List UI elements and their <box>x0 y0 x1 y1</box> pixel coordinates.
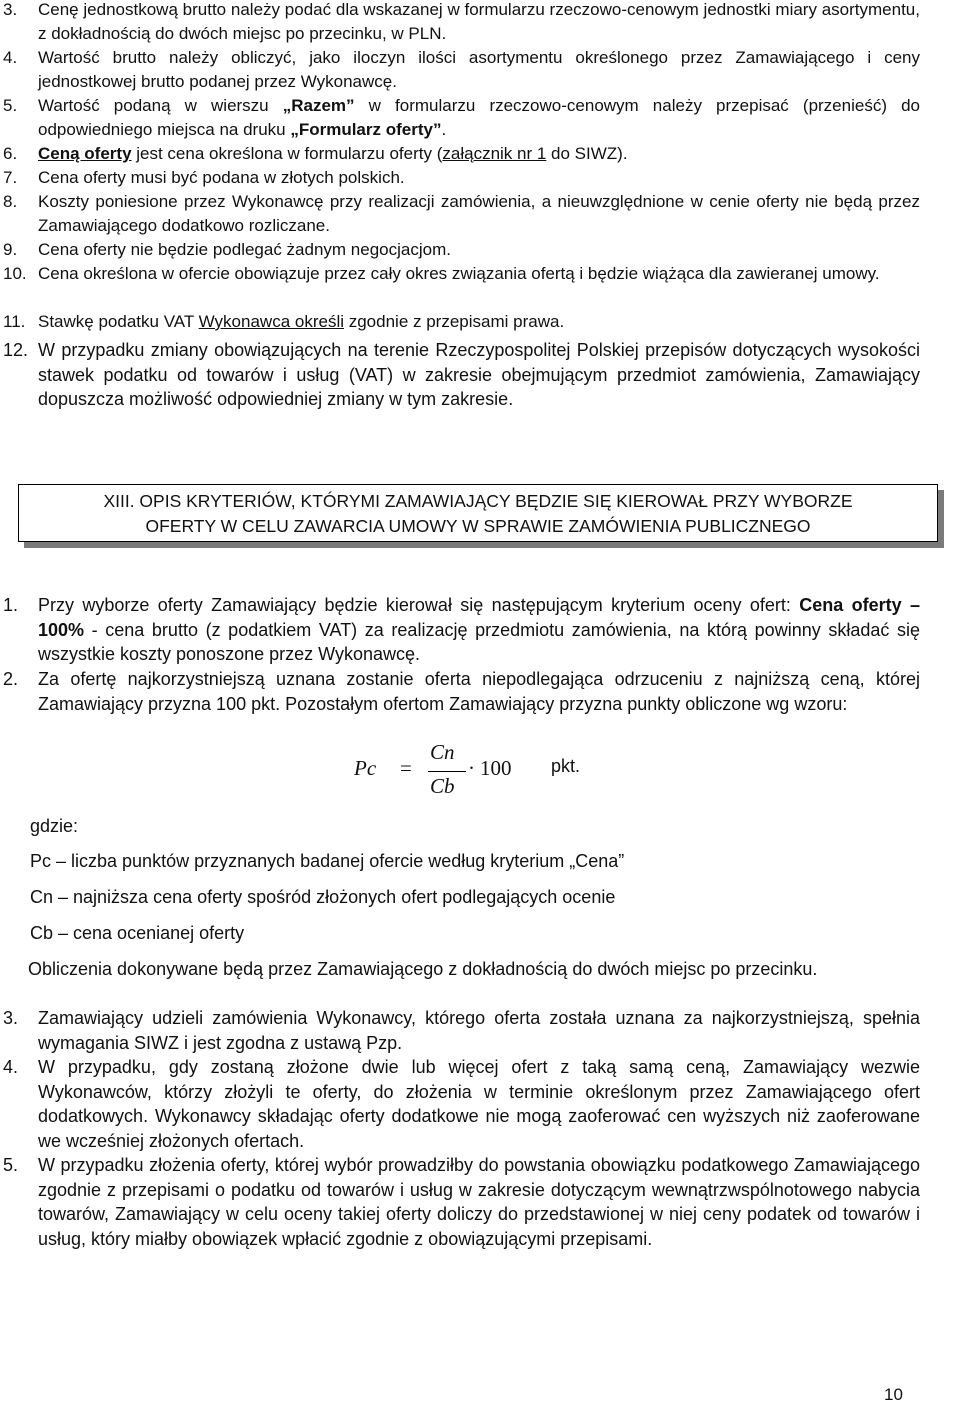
list-item-number: 5. <box>3 96 18 115</box>
list-item-number: 1. <box>3 595 19 615</box>
list-item-text: Ceną oferty jest cena określona w formularzu oferty (załącznik nr 1 do SIWZ). <box>38 144 628 163</box>
definition-pc: Pc – liczba punktów przyznanych badanej ofercie według kryterium „Cena” <box>30 851 625 871</box>
list-item-number: 4. <box>3 48 18 67</box>
page-number: 10 <box>884 1385 903 1404</box>
list-item-text: Koszty poniesione przez Wykonawcę przy realizacji zamówienia, a nieuwzględnione w cenie oferty nie będą przez Zamawiającego dodatkowo rozliczane. <box>38 192 920 235</box>
list-item-number: 2. <box>3 669 19 689</box>
list-item-text: Cena określona w ofercie obowiązuje przez cały okres związania ofertą i będzie wiążąca dla zawieranej umowy. <box>38 264 880 283</box>
list-item-number: 4. <box>3 1057 19 1077</box>
list-item-number: 12. <box>3 340 29 360</box>
calculation-note: Obliczenia dokonywane będą przez Zamawiającego z dokładnością do dwóch miejsc po przecinku. <box>28 959 818 979</box>
formula-numerator: Cn <box>430 740 455 764</box>
list-item-text: Przy wyborze oferty Zamawiający będzie kierował się następującym kryterium oceny ofert: Cena oferty – 100% - cena brutto (z podatkiem VAT) za realizację przedmiotu zamówienia, na którą powinny składać się wszystkie koszty ponoszone przez Wykonawcę. <box>38 595 920 664</box>
where-label: gdzie: <box>30 816 79 836</box>
score-formula <box>354 740 614 802</box>
definition-cn: Cn – najniższa cena oferty spośród złożonych ofert podlegających ocenie <box>30 887 616 907</box>
list-item-number: 5. <box>3 1155 19 1175</box>
formula-factor: 100 <box>480 756 512 780</box>
formula-lhs: Pc <box>354 756 377 780</box>
list-item-number: 9. <box>3 240 18 259</box>
list-item-text: W przypadku złożenia oferty, której wybór prowadziłby do powstania obowiązku podatkowego Zamawiającego zgodnie z przepisami o podatku od towarów i usług w zakresie dotyczącym wewnątrzwspólnotowego nabycia towarów, Zamawiający w celu oceny takiej oferty doliczy do przedstawionej w niej ceny podatek od towarów i usług, który miałby obowiązek wpłacić zgodnie z obowiązującymi przepisami. <box>38 1155 920 1249</box>
definition-cb: Cb – cena ocenianej oferty <box>30 923 245 943</box>
list-item-text: Cenę jednostkową brutto należy podać dla wskazanej w formularzu rzeczowo-cenowym jednostki miary asortymentu, z dokładnością do dwóch miejsc po przecinku, w PLN. <box>38 0 920 43</box>
list-item-text: Cena oferty nie będzie podlegać żadnym negocjacjom. <box>38 240 451 259</box>
section-heading-line-2: OFERTY W CELU ZAWARCIA UMOWY W SPRAWIE ZAMÓWIENIA PUBLICZNEGO <box>145 516 811 536</box>
formula-fraction-bar <box>428 771 466 772</box>
list-item-text: Cena oferty musi być podana w złotych polskich. <box>38 168 405 187</box>
formula-unit: pkt. <box>551 756 581 776</box>
formula-multiply: · <box>468 756 475 780</box>
list-item-text: Zamawiający udzieli zamówienia Wykonawcy, którego oferta została uznana za najkorzystniejszą, spełnia wymagania SIWZ i jest zgodna z ustawą Pzp. <box>38 1008 920 1053</box>
section-heading-box <box>18 484 952 550</box>
list-item-number: 7. <box>3 168 18 187</box>
list-item-text: Wartość brutto należy obliczyć, jako iloczyn ilości asortymentu określonego przez Zamawiającego i ceny jednostkowej brutto podanej przez Wykonawcę. <box>38 48 920 91</box>
list-item-number: 11. <box>3 312 26 331</box>
list-item-text: W przypadku zmiany obowiązujących na terenie Rzeczypospolitej Polskiej przepisów dotyczących wysokości stawek podatku od towarów i usług (VAT) w zakresie obejmującym przedmiot zamówienia, Zamawiający dopuszcza możliwość odpowiedniej zmiany w tym zakresie. <box>38 340 920 409</box>
list-item-text: Wartość podaną w wierszu „Razem” w formularzu rzeczowo-cenowym należy przepisać (przenieść) do odpowiedniego miejsca na druku „Formularz oferty”. <box>38 96 920 139</box>
list-item-text: W przypadku, gdy zostaną złożone dwie lub więcej ofert z taką samą ceną, Zamawiający wezwie Wykonawców, którzy złożyli te oferty, do złożenia w terminie określonym przez Zamawiającego ofert dodatkowych. Wykonawcy składając oferty dodatkowe nie mogą zaoferować cen wyższych niż zaoferowane we wcześniej złożonych ofertach. <box>38 1057 920 1151</box>
list-item-number: 3. <box>3 1008 19 1028</box>
list-item-text: Stawkę podatku VAT Wykonawca określi zgodnie z przepisami prawa. <box>38 312 565 331</box>
formula-equals: = <box>400 756 412 780</box>
formula-denominator: Cb <box>430 774 455 798</box>
list-item-number: 6. <box>3 144 18 163</box>
list-item-text: Za ofertę najkorzystniejszą uznana zostanie oferta niepodlegająca odrzuceniu z najniższą ceną, której Zamawiający przyzna 100 pkt. Pozostałym ofertom Zamawiający przyzna punkty obliczone wg wzoru: <box>38 669 920 714</box>
list-item-number: 10. <box>3 264 27 283</box>
list-item-number: 8. <box>3 192 18 211</box>
list-item-number: 3. <box>3 0 18 19</box>
section-heading-line-1: XIII. OPIS KRYTERIÓW, KTÓRYMI ZAMAWIAJĄCY BĘDZIE SIĘ KIEROWAŁ PRZY WYBORZE <box>103 491 853 511</box>
section-heading <box>18 484 938 542</box>
